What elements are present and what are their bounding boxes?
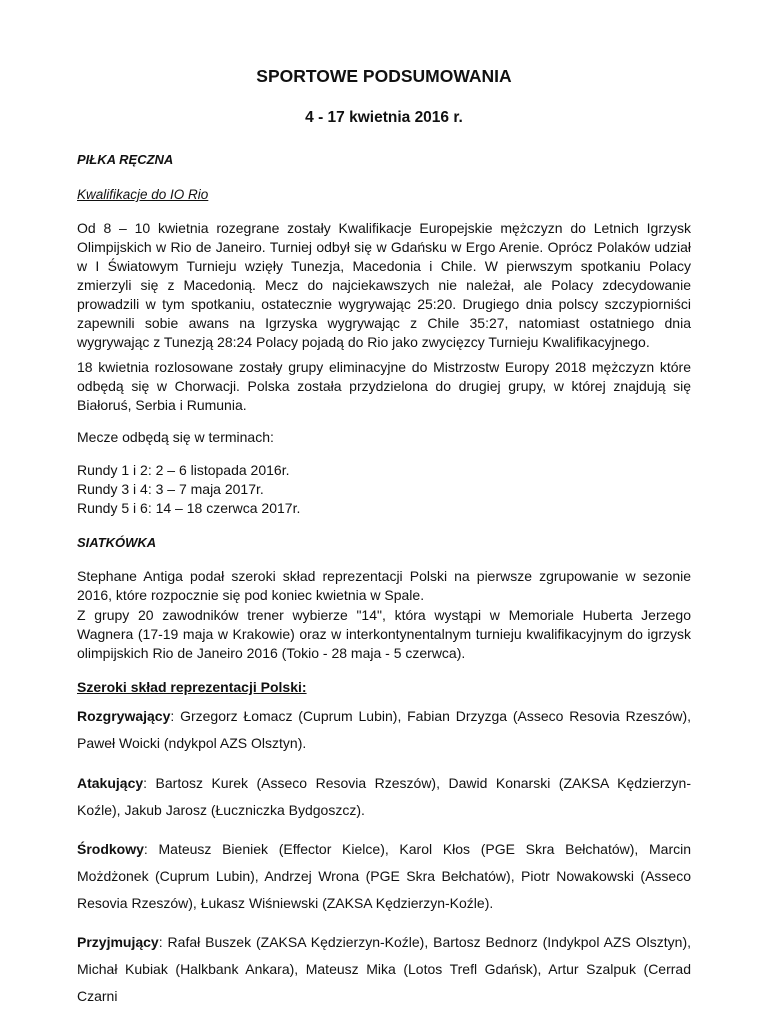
schedule-intro: Mecze odbędą się w terminach: — [77, 429, 274, 445]
position-middles — [77, 836, 691, 917]
section-heading-handball: PIŁKA RĘCZNA — [77, 152, 174, 167]
subheading-rio-qualification: Kwalifikacje do IO Rio — [77, 187, 209, 202]
document-title: SPORTOWE PODSUMOWANIA — [256, 66, 512, 86]
position-players: : Mateusz Bieniek (Effector Kielce), Karol Kłos (PGE Skra Bełchatów), Marcin Możdżonek (Cuprum Lubin), Andrzej Wrona (PGE Skra Bełchatów), Piotr Nowakowski (Asseco Resovia Rzeszów), Łukasz Wiśniewski (ZAKSA Kędzierzyn-Koźle). — [77, 841, 691, 911]
position-opposites — [77, 770, 691, 824]
position-label: Środkowy — [77, 841, 144, 857]
position-label: Przyjmujący — [77, 934, 159, 950]
volleyball-paragraph-1: Stephane Antiga podał szeroki skład reprezentacji Polski na pierwsze zgrupowanie w sezonie 2016, które rozpocznie się pod koniec kwietnia w Spale. — [77, 568, 691, 603]
position-players: : Bartosz Kurek (Asseco Resovia Rzeszów), Dawid Konarski (ZAKSA Kędzierzyn-Koźle), Jakub Jarosz (Łuczniczka Bydgoszcz). — [77, 775, 691, 818]
volleyball-paragraph-2: Z grupy 20 zawodników trener wybierze "14", która wystąpi w Memoriale Huberta Jerzego Wagnera (17-19 maja w Krakowie) oraz w interkontynentalnym turnieju kwalifikacyjnym do igrzysk olimpijskich Rio de Janeiro 2016 (Tokio - 28 maja - 5 czerwca). — [77, 607, 691, 661]
position-label: Atakujący — [77, 775, 144, 791]
round-item: Rundy 3 i 4: 3 – 7 maja 2017r. — [77, 481, 264, 497]
position-players: : Rafał Buszek (ZAKSA Kędzierzyn-Koźle), Bartosz Bednorz (Indykpol AZS Olsztyn), Michał Kubiak (Halkbank Ankara), Mateusz Mika (Lotos Trefl Gdańsk), Artur Szalpuk (Cerrad Czarni — [77, 934, 691, 1004]
section-heading-volleyball: SIATKÓWKA — [77, 535, 157, 550]
round-item: Rundy 1 i 2: 2 – 6 listopada 2016r. — [77, 462, 290, 478]
position-setters — [77, 703, 691, 757]
handball-paragraph-1: Od 8 – 10 kwietnia rozegrane zostały Kwalifikacje Europejskie mężczyzn do Letnich Igrzysk Olimpijskich w Rio de Janeiro. Turniej odbył się w Gdańsku w Ergo Arenie. Oprócz Polaków udział w I Światowym Turnieju wzięły Tunezja, Macedonia i Chile. W pierwszym spotkaniu Polacy zmierzyli się z Macedonią. Mecz do najciekawszych nie należał, ale Polacy zdecydowanie prowadzili w tym spotkaniu, ostatecznie wygrywając 25:20. Drugiego dnia polscy szczypiorniści zapewnili sobie awans na Igrzyska wygrywając z Chile 35:27, natomiast ostatniego dnia wygrywając z Tunezją 28:24 Polacy pojadą do Rio jako zwycięzcy Turnieju Kwalifikacyjnego. — [77, 220, 691, 350]
handball-paragraph-2: 18 kwietnia rozlosowane zostały grupy eliminacyjne do Mistrzostw Europy 2018 mężczyzn które odbędą się w Chorwacji. Polska została przydzielona do drugiej grupy, w której znajdują się Białoruś, Serbia i Rumunia. — [77, 359, 691, 413]
rounds-list — [77, 461, 691, 518]
round-item: Rundy 5 i 6: 14 – 18 czerwca 2017r. — [77, 500, 301, 516]
date-range: 4 - 17 kwietnia 2016 r. — [305, 109, 463, 126]
position-receivers — [77, 929, 691, 1010]
squad-heading: Szeroki skład reprezentacji Polski: — [77, 679, 307, 695]
position-players: : Grzegorz Łomacz (Cuprum Lubin), Fabian Drzyzga (Asseco Resovia Rzeszów), Paweł Woicki (ndykpol AZS Olsztyn). — [77, 708, 691, 751]
position-label: Rozgrywający — [77, 708, 171, 724]
